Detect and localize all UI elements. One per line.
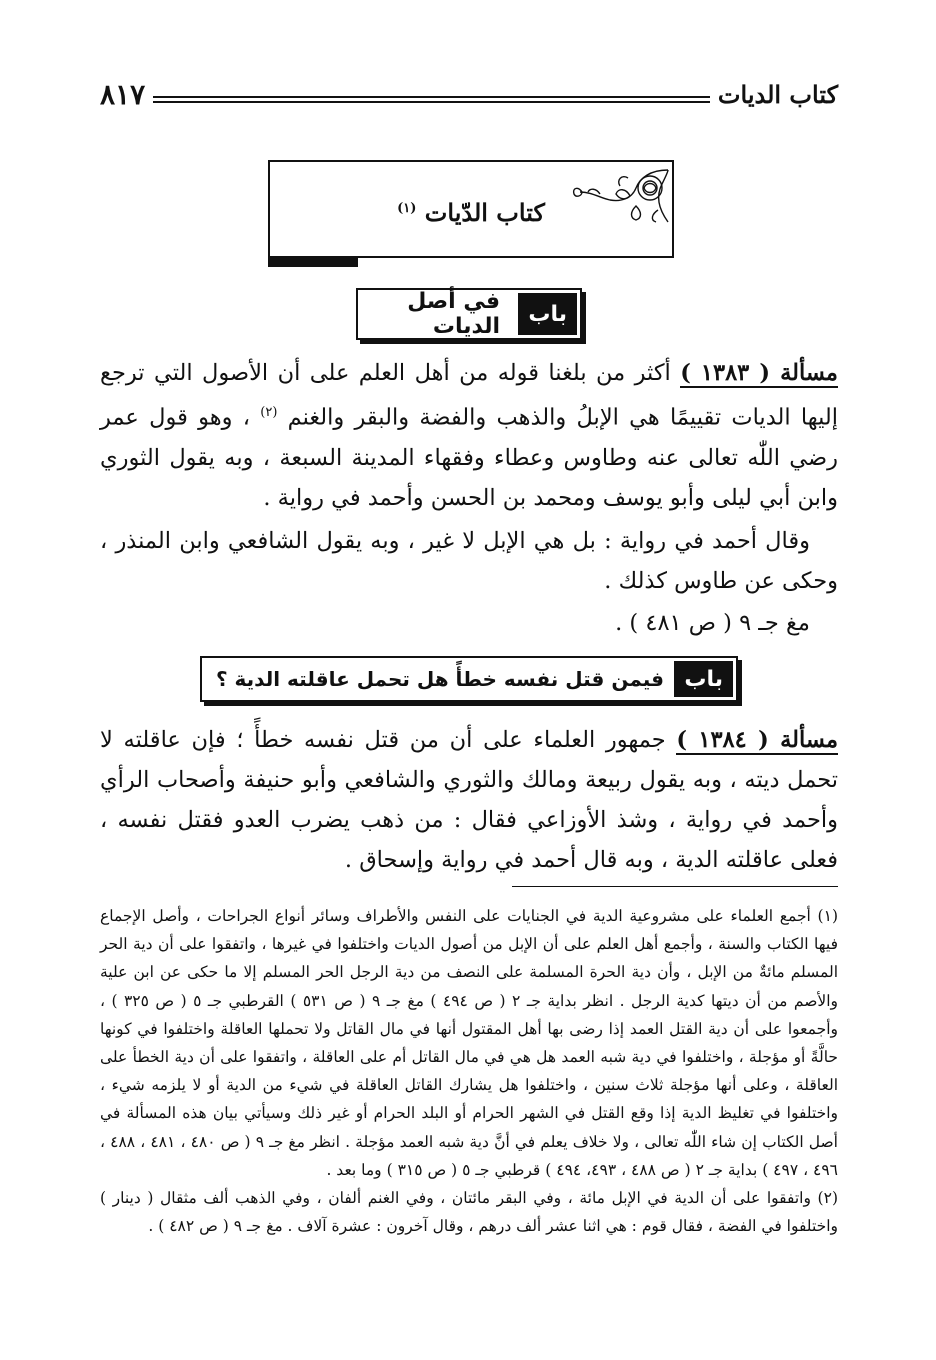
masala-1383-paragraph-2: [100, 521, 838, 601]
source-reference: مغ جـ ٩ ( ص ٤٨١ ) .: [615, 610, 810, 636]
footnote-2: (٢) واتفقوا على أن الدية في الإبل مائة ، وفي البقر مائتان ، وفي الغنم ألفان ، وفي الذهب ألف مثقال ( دينار ) واختلفوا في الفضة ، فقال قوم : هي اثنا عشر ألف درهم ، وقال آخرون : عشرة آلاف . مغ جـ ٩ ( ص ٤٨٢ ) .: [100, 1189, 838, 1236]
footnotes: [100, 902, 838, 1240]
book-title: [270, 198, 672, 227]
masala-text: جمهور العلماء على أن من قتل نفسه خطأً ؛ فإن عاقلته لا تحمل ديته ، وبه يقول ربيعة ومالك والثوري والشافعي وأبو حنيفة وأصحاب الرأي وأحمد في رواية ، وشذ الأوزاعي فقال : من ذهب يضرب العدو فقتل نفسه ، فعلى عاقلته الدية ، وبه قال أحمد في رواية وإسحاق .: [100, 727, 838, 873]
header-rule: [150, 96, 728, 103]
chapter-title: فيمن قتل نفسه خطأً هل تحمل عاقلته الدية ؟: [215, 667, 664, 691]
chapter-label: باب: [518, 293, 577, 335]
footnote-1: (١) أجمع العلماء على مشروعية الدية في الجنايات على النفس والأطراف وسائر أنواع الجراحات ، وأصل الإجماع فيها الكتاب والسنة ، وأجمع أهل العلم على أن الإبل من أصول الديات واختلفوا في غيرها ، واتفقوا على أن دية الحر المسلم مائةٌ من الإبل ، وأن دية الحرة المسلمة على النصف من دية الرجل الحر المسلم إلا ما حكى عن ابن علية والأصم من أن ديتها كدية الرجل . انظر بداية جـ ٢ ( ص ٤٩٤ ) مغ جـ ٩ ( ص ٥٣١ ) القرطبي جـ ٥ ( ص ٣٢٥ ) ، وأجمعوا على أن دية القتل العمد إذا رضى بها أهل المقتول أنها في مال القاتل ولا تحملها العاقلة واختلفوا في كونها حالَّةً أو مؤجلة ، واختلفوا في دية شبه العمد هل هي في مال القاتل أم على العاقلة ، واتفقوا على أن دية الخطأ على العاقلة ، وعلى أنها مؤجلة ثلاث سنين ، واختلفوا هل يشارك القاتل العاقلة في شيء من الدية أو لا يلزمه شيء ، واختلفوا في تغليظ الدية إذا وقع القتل في الشهر الحرام أو البلد الحرام أو غير ذلك وسيأتي بيان هذه المسألة في أصل الكتاب إن شاء اللّٰه تعالى ، ولا خلاف يعلم في أنَّ دية شبه العمد مؤجلة . انظر مغ جـ ٩ ( ص ٤٨٠ ، ٤٨١ ، ٤٨٨ ، ٤٩٦ ، ٤٩٧ ) بداية جـ ٢ ( ص ٤٨٨ ، ٤٩٣، ٤٩٤ ) قرطبي جـ ٥ ( ص ٣١٥ ) وما بعد .: [100, 907, 838, 1179]
running-title: كتاب الديات: [710, 80, 838, 109]
page-number: ٨١٧: [100, 78, 153, 111]
paragraph-text: وقال أحمد في رواية : بل هي الإبل لا غير ، وبه يقول الشافعي وابن المنذر ، وحكى عن طاوس كذلك .: [100, 528, 838, 594]
masala-1383: [100, 353, 838, 518]
chapter-label: باب: [674, 661, 733, 697]
footnote-separator: [512, 886, 838, 887]
book-title-text: كتاب الدّيات: [424, 198, 545, 227]
book-title-shadow: [268, 258, 358, 267]
masala-1384: [100, 720, 838, 880]
chapter-heading-1: [356, 288, 582, 340]
chapter-title: في أصل الديات: [407, 289, 500, 339]
footnote-ref-2: (٢): [260, 405, 278, 420]
masala-text-continued: ، وهو قول عمر رضي اللّٰه تعالى عنه وطاوس وعطاء وفقهاء المدينة السبعة ، وبه يقول الثوري وابن أبي ليلى وأبو يوسف ومحمد بن الحسن وأحمد في رواية .: [100, 404, 838, 511]
masala-text: أكثر من بلغنا قوله من أهل العلم على أن الأصول التي ترجع إليها الديات تقييمًا هي الإبلُ والذهب والفضة والبقر والغنم: [100, 360, 838, 431]
masala-label: مسألة ( ١٣٨٤ ): [676, 727, 838, 753]
chapter-heading-2: [200, 656, 738, 702]
masala-label: مسألة ( ١٣٨٣ ): [680, 360, 838, 386]
footnote-ref-1: (١): [397, 201, 417, 216]
book-title-box: [268, 160, 674, 258]
page-header: [100, 78, 838, 118]
